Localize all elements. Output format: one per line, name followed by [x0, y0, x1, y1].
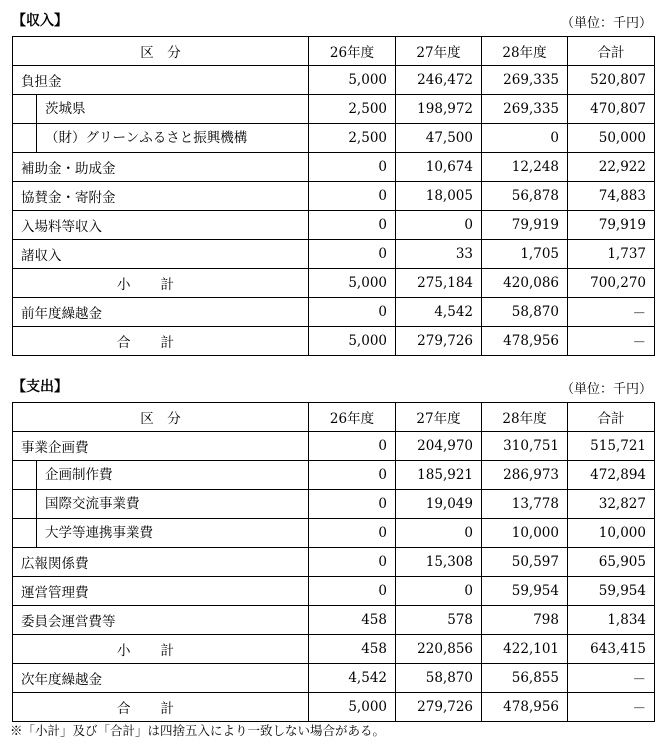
value-cell: 47,500	[396, 124, 482, 153]
value-cell: －	[568, 664, 655, 693]
value-cell: 578	[396, 606, 482, 635]
row-label-text: 国際交流事業費	[45, 496, 140, 512]
row-label: 協賛金・寄附金	[13, 182, 309, 211]
value-cell: 198,972	[396, 95, 482, 124]
row-label: 運営管理費	[13, 577, 309, 606]
indent-marker	[13, 95, 37, 123]
expense-title: 【支出】	[12, 379, 68, 395]
value-cell: 0	[309, 211, 396, 240]
table-row	[13, 240, 655, 269]
row-label-text: 企画制作費	[45, 467, 113, 483]
income-title: 【収入】	[12, 13, 68, 29]
table-row	[13, 461, 655, 490]
income-header-row	[13, 37, 655, 66]
value-cell: 10,000	[482, 519, 568, 548]
value-cell: 0	[396, 577, 482, 606]
row-label: 合計	[13, 693, 309, 722]
income-table	[12, 36, 655, 356]
value-cell: 4,542	[396, 298, 482, 327]
table-row	[13, 298, 655, 327]
row-label: 次年度繰越金	[13, 664, 309, 693]
value-cell: 185,921	[396, 461, 482, 490]
column-header: 合計	[568, 37, 655, 66]
value-cell: 2,500	[309, 95, 396, 124]
value-cell: 15,308	[396, 548, 482, 577]
value-cell: 0	[309, 182, 396, 211]
value-cell: 515,721	[568, 432, 655, 461]
value-cell: 279,726	[396, 693, 482, 722]
column-header: 28年度	[482, 403, 568, 432]
value-cell: 50,000	[568, 124, 655, 153]
income-unit: （単位：千円）	[560, 16, 652, 31]
value-cell: 643,415	[568, 635, 655, 664]
table-row	[13, 432, 655, 461]
value-cell: －	[568, 327, 655, 356]
value-cell: 246,472	[396, 66, 482, 95]
value-cell: 0	[482, 124, 568, 153]
value-cell: 12,248	[482, 153, 568, 182]
row-label: 補助金・助成金	[13, 153, 309, 182]
value-cell: 279,726	[396, 327, 482, 356]
value-cell: 0	[309, 461, 396, 490]
value-cell: 458	[309, 635, 396, 664]
value-cell: 1,737	[568, 240, 655, 269]
indent-marker	[13, 490, 37, 518]
value-cell: 5,000	[309, 66, 396, 95]
expense-section-header	[10, 372, 656, 400]
value-cell: 520,807	[568, 66, 655, 95]
value-cell: 4,542	[309, 664, 396, 693]
indent-marker	[13, 461, 37, 489]
value-cell: 10,674	[396, 153, 482, 182]
value-cell: 79,919	[568, 211, 655, 240]
value-cell: 5,000	[309, 269, 396, 298]
value-cell: 472,894	[568, 461, 655, 490]
table-row	[13, 490, 655, 519]
value-cell: 269,335	[482, 95, 568, 124]
value-cell: 422,101	[482, 635, 568, 664]
footnote: ※「小計」及び「合計」は四捨五入により一致しない場合がある。	[10, 723, 386, 738]
row-label: 負担金	[13, 66, 309, 95]
value-cell: 0	[309, 153, 396, 182]
table-row	[13, 548, 655, 577]
table-row	[13, 211, 655, 240]
value-cell: 1,834	[568, 606, 655, 635]
value-cell: 286,973	[482, 461, 568, 490]
value-cell: 0	[309, 298, 396, 327]
value-cell: 2,500	[309, 124, 396, 153]
row-label: 委員会運営費等	[13, 606, 309, 635]
table-row	[13, 124, 655, 153]
value-cell: 22,922	[568, 153, 655, 182]
value-cell: 5,000	[309, 327, 396, 356]
table-row	[13, 66, 655, 95]
row-label: 小計	[13, 269, 309, 298]
value-cell: 56,878	[482, 182, 568, 211]
row-label: 小計	[13, 635, 309, 664]
value-cell: 13,778	[482, 490, 568, 519]
column-header: 27年度	[396, 403, 482, 432]
value-cell: 798	[482, 606, 568, 635]
row-label: 前年度繰越金	[13, 298, 309, 327]
column-header: 区 分	[13, 403, 309, 432]
table-row	[13, 577, 655, 606]
row-label-text: （財）グリーンふるさと振興機構	[45, 130, 248, 146]
column-header: 区 分	[13, 37, 309, 66]
row-label	[13, 519, 309, 548]
table-row	[13, 664, 655, 693]
value-cell: 478,956	[482, 327, 568, 356]
value-cell: 50,597	[482, 548, 568, 577]
indent-marker	[13, 124, 37, 152]
table-row	[13, 327, 655, 356]
value-cell: 56,855	[482, 664, 568, 693]
table-row	[13, 693, 655, 722]
table-row	[13, 606, 655, 635]
row-label: 広報関係費	[13, 548, 309, 577]
value-cell: 0	[309, 432, 396, 461]
table-row	[13, 153, 655, 182]
value-cell: 458	[309, 606, 396, 635]
row-label	[13, 490, 309, 519]
table-row	[13, 95, 655, 124]
value-cell: 65,905	[568, 548, 655, 577]
value-cell: 59,954	[482, 577, 568, 606]
row-label	[13, 461, 309, 490]
value-cell: 0	[309, 519, 396, 548]
value-cell: 0	[396, 211, 482, 240]
table-row	[13, 182, 655, 211]
row-label-text: 大学等連携事業費	[45, 525, 153, 541]
expense-table	[12, 402, 655, 722]
value-cell: 18,005	[396, 182, 482, 211]
value-cell: 478,956	[482, 693, 568, 722]
value-cell: 32,827	[568, 490, 655, 519]
value-cell: 59,954	[568, 577, 655, 606]
value-cell: 470,807	[568, 95, 655, 124]
row-label: 諸収入	[13, 240, 309, 269]
row-label-text: 茨城県	[45, 101, 86, 117]
value-cell: －	[568, 693, 655, 722]
value-cell: 74,883	[568, 182, 655, 211]
value-cell: 220,856	[396, 635, 482, 664]
column-header: 28年度	[482, 37, 568, 66]
value-cell: 19,049	[396, 490, 482, 519]
row-label	[13, 95, 309, 124]
value-cell: 5,000	[309, 693, 396, 722]
value-cell: 310,751	[482, 432, 568, 461]
value-cell: －	[568, 298, 655, 327]
column-header: 26年度	[309, 403, 396, 432]
value-cell: 0	[396, 519, 482, 548]
value-cell: 269,335	[482, 66, 568, 95]
row-label: 事業企画費	[13, 432, 309, 461]
income-section-header	[10, 6, 656, 34]
value-cell: 700,270	[568, 269, 655, 298]
value-cell: 58,870	[482, 298, 568, 327]
indent-marker	[13, 519, 37, 547]
column-header: 26年度	[309, 37, 396, 66]
value-cell: 0	[309, 548, 396, 577]
value-cell: 10,000	[568, 519, 655, 548]
value-cell: 0	[309, 240, 396, 269]
expense-unit: （単位：千円）	[560, 382, 652, 397]
value-cell: 420,086	[482, 269, 568, 298]
expense-header-row	[13, 403, 655, 432]
table-row	[13, 519, 655, 548]
value-cell: 0	[309, 577, 396, 606]
value-cell: 1,705	[482, 240, 568, 269]
value-cell: 79,919	[482, 211, 568, 240]
column-header: 合計	[568, 403, 655, 432]
table-row	[13, 269, 655, 298]
column-header: 27年度	[396, 37, 482, 66]
row-label: 合計	[13, 327, 309, 356]
table-row	[13, 635, 655, 664]
value-cell: 275,184	[396, 269, 482, 298]
value-cell: 58,870	[396, 664, 482, 693]
row-label: 入場料等収入	[13, 211, 309, 240]
value-cell: 0	[309, 490, 396, 519]
value-cell: 33	[396, 240, 482, 269]
row-label	[13, 124, 309, 153]
value-cell: 204,970	[396, 432, 482, 461]
